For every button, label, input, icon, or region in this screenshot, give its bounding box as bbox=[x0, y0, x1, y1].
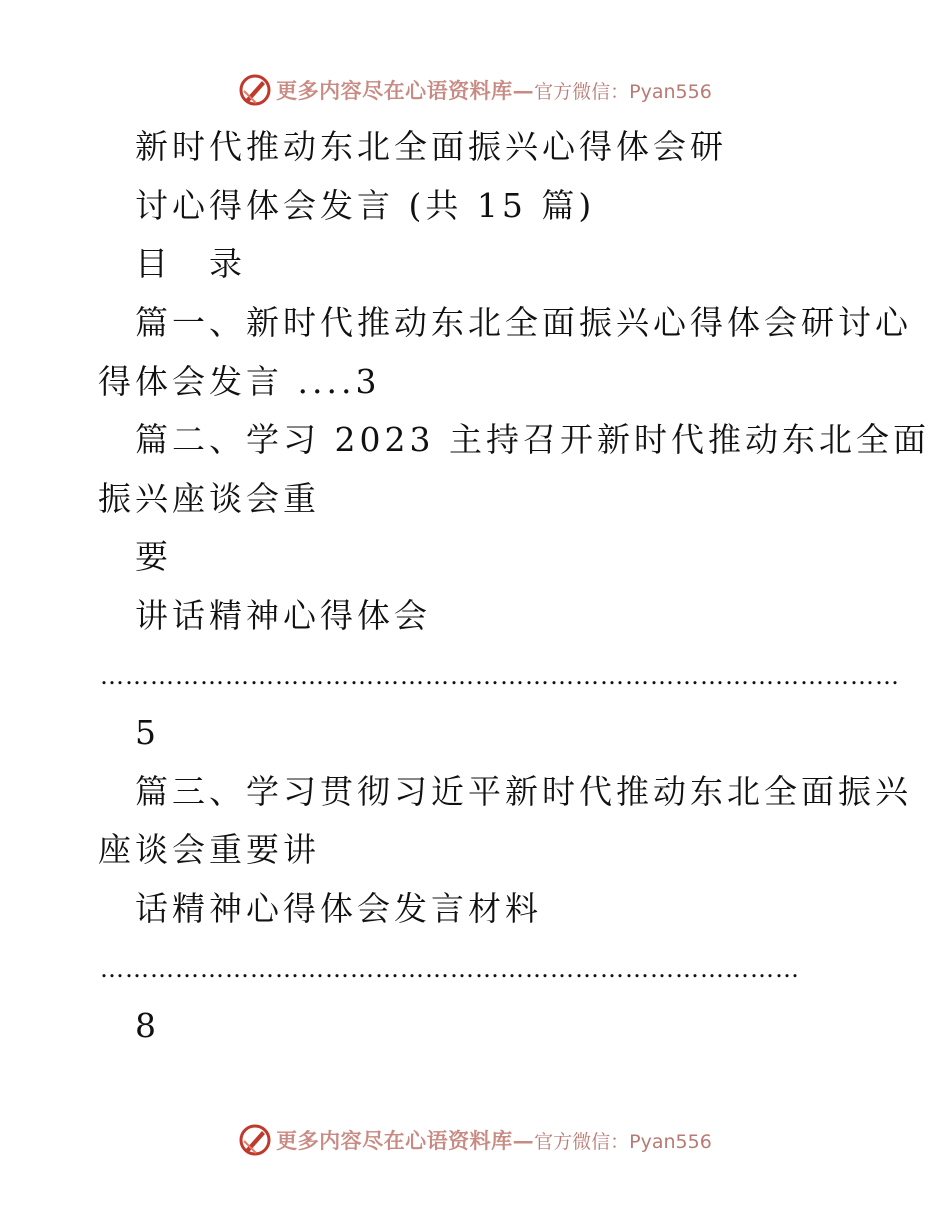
toc-entry-3-line-2[interactable]: 座谈会重要讲 bbox=[98, 830, 320, 869]
toc-entry-2-leader-dots: …………………………………………………………………………………… bbox=[100, 662, 900, 690]
footer-watermark bbox=[0, 1120, 950, 1160]
toc-entry-2-page-number: 5 bbox=[135, 713, 160, 752]
watermark-text: 更多内容尽在心语资料库 bbox=[276, 1128, 513, 1153]
watermark-dash: — bbox=[512, 77, 535, 103]
toc-entry-3-line-3[interactable]: 话精神心得体会发言材料 bbox=[135, 889, 542, 928]
toc-heading: 目 录 bbox=[135, 244, 246, 283]
toc-entry-2-line-3[interactable]: 要 bbox=[135, 537, 172, 576]
document-title-line-1: 新时代推动东北全面振兴心得体会研 bbox=[135, 127, 727, 166]
toc-entry-3-line-1[interactable]: 篇三、学习贯彻习近平新时代推动东北全面振兴 bbox=[135, 772, 912, 811]
toc-entry-2-line-2[interactable]: 振兴座谈会重 bbox=[98, 479, 320, 518]
document-title-line-2: 讨心得体会发言 (共 15 篇) bbox=[135, 186, 596, 225]
watermark-wechat: 官方微信：Pyan556 bbox=[534, 80, 712, 103]
watermark-wechat: 官方微信：Pyan556 bbox=[534, 1130, 712, 1153]
watermark-text: 更多内容尽在心语资料库 bbox=[276, 78, 513, 103]
toc-entry-3-leader-dots: ………………………………………………………………………… bbox=[100, 955, 800, 983]
quill-pen-logo-icon bbox=[238, 73, 272, 107]
toc-entry-1-line-2[interactable]: 得体会发言 ....3 bbox=[98, 362, 381, 401]
toc-entry-3-page-number: 8 bbox=[135, 1006, 160, 1045]
toc-entry-1-line-1[interactable]: 篇一、新时代推动东北全面振兴心得体会研讨心 bbox=[135, 303, 912, 342]
toc-entry-2-line-1[interactable]: 篇二、学习 2023 主持召开新时代推动东北全面 bbox=[135, 420, 930, 459]
header-watermark bbox=[0, 70, 950, 110]
watermark-dash: — bbox=[512, 1127, 535, 1153]
quill-pen-logo-icon bbox=[238, 1123, 272, 1157]
toc-entry-2-line-4[interactable]: 讲话精神心得体会 bbox=[135, 596, 431, 635]
